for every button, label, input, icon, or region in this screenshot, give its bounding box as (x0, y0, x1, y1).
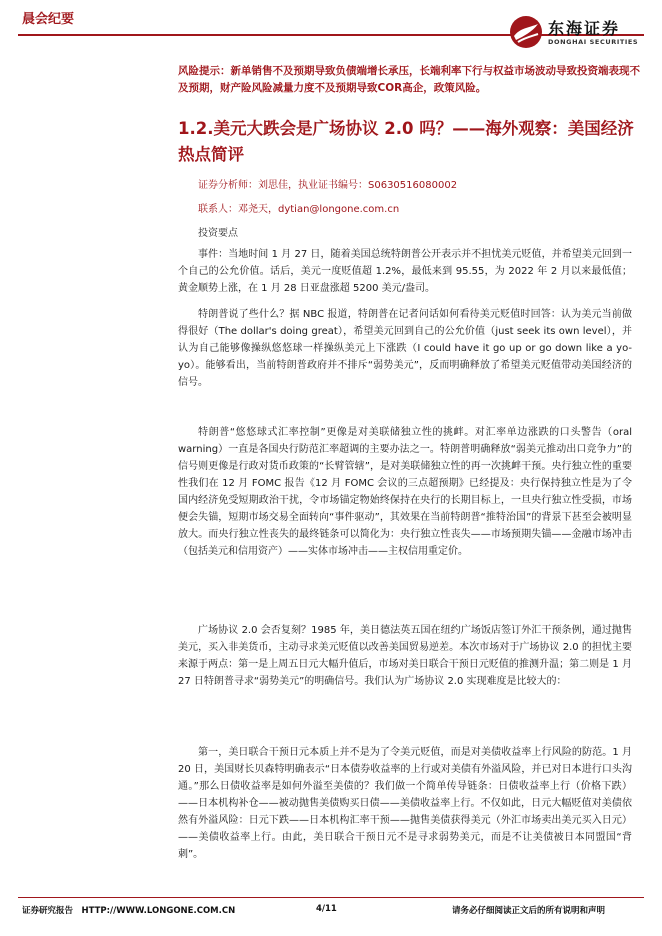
logo-company-name: 东海证券 (548, 19, 621, 38)
footer-disclaimer: 请务必仔细阅读正文后的所有说明和声明 (452, 906, 606, 916)
risk-warning: 风险提示：新单销售不及预期导致负债端增长承压，长端利率下行与权益市场波动导致投资端表现不及预期，财产险风险减量力度不及预期导致COR高企，政策风险。 (178, 65, 640, 94)
contact-info: 联系人：邓尧天，dytian@longone.com.cn (198, 204, 400, 215)
paragraph-4: 广场协议 2.0 会否复刻？1985 年，美日德法英五国在纽约广场饭店签订外汇干预条例，通过抛售美元，买入非美货币，主动寻求美元贬值以改善美国贸易逆差。本次市场对于广场协议 2.0 的担忧主要来源于两点：第一是上周五日元大幅升值后，市场对美日联合干预日元贬值的推测升温；第二则是 1 月 27 日特朗普寻求“弱势美元”的明确信号。我们认为广场协议 2.0 实现难度是比较大的： (178, 625, 632, 687)
paragraph-1: 事件：当地时间 1 月 27 日，随着美国总统特朗普公开表示并不担忧美元贬值，并希望美元回到一个自己的公允价值。话后，美元一度贬值超 1.2%，最低来到 95.55，为 2022 年 2 月以来最低值；黄金顺势上涨，在 1 月 28 日亚盘涨超 5200 美元/盎司。 (178, 249, 632, 294)
paragraph-3: 特朗普“悠悠球式汇率控制”更像是对美联储独立性的挑衅。对汇率单边涨跌的口头警告（oral warning）一直是各国央行防范汇率超调的主要办法之一。特朗普明确释放“弱美元推动出口竞争力”的信号则更像是行政对货币政策的“长臂管辖”，是对美联储独立性的再一次挑衅干预。央行独立性的重要性我们在 12 月 FOMC 报告《12 月 FOMC 会议的三点超预期》已经提及：央行保持独立性是为了令国内经济免受短期政治干扰，令市场锚定物始终保持在央行的长期目标上，一旦央行独立性受损，市场便会失锚，短期市场交易全面转向“事件驱动”，其效果在当前特朗普“推特治国”的背景下甚至会被明显放大。而央行独立性丧失的最终链条可以简化为：央行独立性丧失——市场预期失锚——金融市场冲击（包括美元和信用资产）——实体市场冲击——主权信用重定价。 (178, 427, 632, 557)
paragraph-5: 第一，美日联合干预日元本质上并不是为了令美元贬值，而是对美债收益率上行风险的防范。1 月 20 日，美国财长贝森特明确表示“日本债券收益率的上行或对美债有外溢风险，并已对日本进行口头沟通。”那么日债收益率是如何外溢至美债的？我们做一个简单传导链条：日债收益率上行（价格下跌）——日本机构补仓——被动抛售美债购买日债——美债收益率上行。不仅如此，日元大幅贬值对美债依然有外溢风险：日元下跌——日本机构汇率干预——抛售美债获得美元（外汇市场卖出美元买入日元）——美债收益率上行。由此，美日联合干预日元不是寻求弱势美元，而是不让美债被日本同盟国“背刺”。 (178, 747, 632, 860)
paragraph-2: 特朗普说了些什么？据 NBC 报道，特朗普在记者问话如何看待美元贬值时回答：认为美元当前做得很好（The dollar's doing great），希望美元回到自己的公允价值（just seek its own level），并认为自己能够像操纵悠悠球一样操纵美元上下涨跌（I could have it go up or go down like a yo-yo）。能够看出，当前特朗普政府并不排斥“弱势美元”，反而明确释放了希望美元贬值带动美国经济的信号。 (178, 309, 632, 388)
analyst-info: 证券分析师：刘思佳，执业证书编号：S0630516080002 (198, 180, 458, 191)
footer-site: 证券研究报告 HTTP://WWW.LONGONE.COM.CN (22, 906, 236, 916)
footer-divider (18, 897, 644, 898)
report-category-title: 晨会纪要 (22, 12, 75, 27)
company-logo (508, 14, 658, 54)
investment-highlights-label: 投资要点 (198, 228, 238, 239)
section-heading: 1.2.美元大跌会是广场协议 2.0 吗？——海外观察：美国经济热点简评 (178, 119, 634, 164)
logo-company-name-en: DONGHAI SECURITIES (548, 38, 639, 46)
logo-mark-icon (508, 14, 544, 50)
page-number: 4/11 (316, 904, 337, 914)
